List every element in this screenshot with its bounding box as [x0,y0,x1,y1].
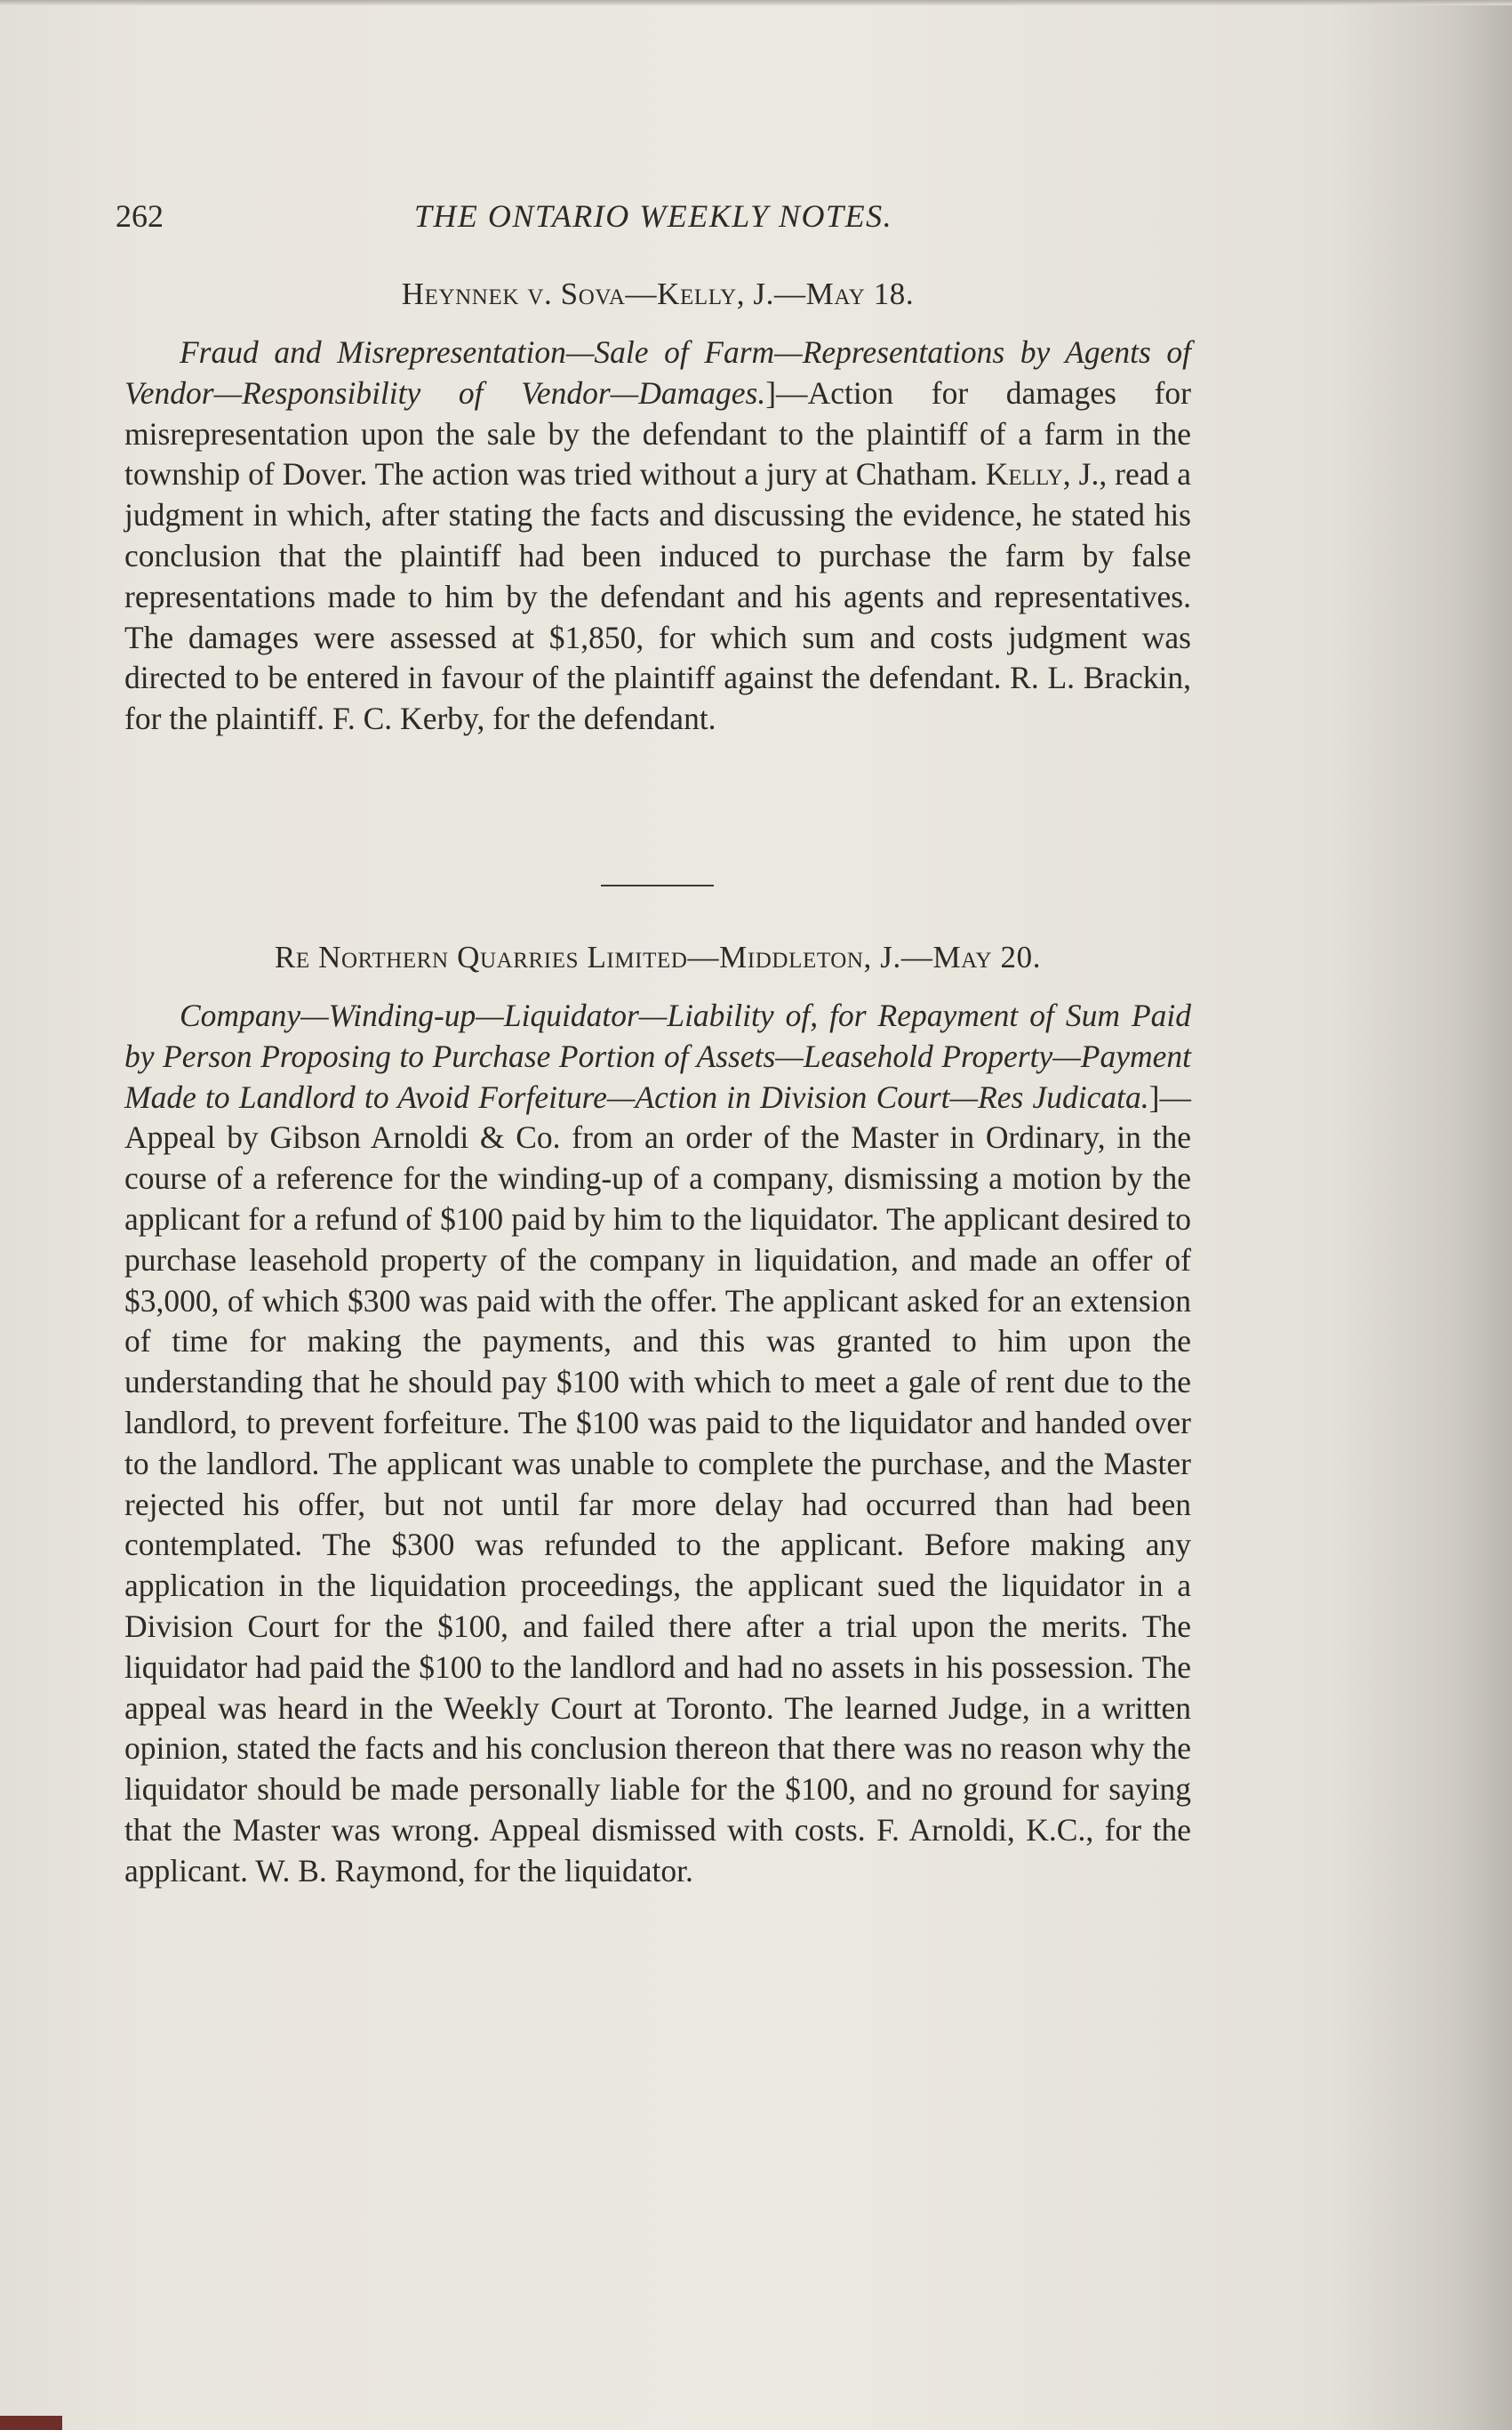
case-heynnek-v-sova [124,272,1191,740]
case-body-judge: Kelly, J. [985,456,1100,493]
page-top-edge [0,0,1512,5]
case-title: Re Northern Quarries Limited—Middleton, J.—May 20. [274,940,1042,974]
case-headnote: Fraud and Misrepresentation—Sale of Farm—Representations by Agents of Vendor—Responsibility of Vendor—Damages. [124,334,1191,411]
case-report: Fraud and Misrepresentation—Sale of Farm—Representations by Agents of Vendor—Responsibility of Vendor—Damages.]—Action for damages for misrepresentation upon the sale by the defendant to the plaintiff of a farm in the township of Dover. The action was tried without a jury at Chatham. Kelly, J., read a judgment in which, after stating the facts and discussing the evidence, he stated his conclusion that the plaintiff had been induced to purchase the farm by false representations made to him by the defendant and his agents and representatives. The damages were assessed at $1,850, for which sum and costs judgment was directed to be entered in favour of the plaintiff against the defendant. R. L. Brackin, for the plaintiff. F. C. Kerby, for the defendant. [124,334,1192,737]
case-body-text-continued: , read a judgment in which, after stating the facts and discussing the evidence, he stated his conclusion that the plaintiff had been induced to purchase the farm by false representations made to him by the defendant and his agents and representatives. The damages were assessed at $1,850, for which sum and costs judgment was directed to be entered in favour of the plaintiff against the defendant. R. L. Brackin, for the plaintiff. F. C. Kerby, for the defendant. [124,456,1192,737]
case-body-text: Action for damages for misrepresentation upon the sale by the defendant to the plaintiff of a farm in the township of Dover. The action was tried without a jury at Chatham. [124,374,1191,493]
section-divider [601,885,714,886]
case-judge: Kelly, J. [657,277,775,311]
case-headnote: Company—Winding-up—Liquidator—Liability of, for Repayment of Sum Paid by Person Proposing to Purchase Portion of Assets—Leasehold Property—Payment Made to Landlord to Avoid Forfeiture—Action in Division Court—Res Judicata. [124,998,1191,1115]
case-date: May 18. [805,277,915,311]
case-parties: Re Northern Quarries Limited [274,940,688,974]
case-report: Company—Winding-up—Liquidator—Liability of, for Repayment of Sum Paid by Person Proposing to Purchase Portion of Assets—Leasehold Property—Payment Made to Landlord to Avoid Forfeiture—Action in Division Court—Res Judicata.]—Appeal by Gibson Arnoldi & Co. from an order of the Master in Ordinary, in the course of a reference for the winding-up of a company, dismissing a motion by the applicant for a refund of $100 paid by him to the liquidator. The applicant desired to purchase leasehold property of the company in liquidation, and made an offer of $3,000, of which $300 was paid with the offer. The applicant asked for an extension of time for making the payments, and this was granted to him upon the understanding that he should pay $100 with which to meet a gale of rent due to the landlord, to prevent forfeiture. The $100 was paid to the liquidator and handed over to the landlord. The applicant was unable to complete the purchase, and the Master rejected his offer, but not until far more delay had occurred than had been contemplated. The $300 was refunded to the applicant. Before making any application in the liquidation proceedings, the applicant sued the liquidator in a Division Court for the $100, and failed there after a trial upon the merits. The liquidator had paid the $100 to the landlord and had no assets in his possession. The appeal was heard in the Weekly Court at Toronto. The learned Judge, in a written opinion, stated the facts and his conclusion thereon that there was no reason why the liquidator should be made personally liable for the $100, and no ground for saying that the Master was wrong. Appeal dismissed with costs. F. Arnoldi, K.C., for the applicant. W. B. Raymond, for the liquidator. [124,998,1191,1889]
running-title: THE ONTARIO WEEKLY NOTES. [413,198,893,234]
binding-corner-mark [0,2416,62,2430]
case-re-northern-quarries [124,935,1191,1892]
page-number: 262 [116,198,164,234]
case-title: Heynnek v. Sova—Kelly, J.—May 18. [401,277,915,311]
case-parties: Heynnek v. Sova [401,277,626,311]
case-body-text: Appeal by Gibson Arnoldi & Co. from an order of the Master in Ordinary, in the course of a reference for the winding-up of a company, dismissing a motion by the applicant for a refund of $100 paid by him to the liquidator. The applicant desired to purchase leasehold property of the company in liquidation, and made an offer of $3,000, of which $300 was paid with the offer. The applicant asked for an extension of time for making the payments, and this was granted to him upon the understanding that he should pay $100 with which to meet a gale of rent due to the landlord, to prevent forfeiture. The $100 was paid to the liquidator and handed over to the landlord. The applicant was unable to complete the purchase, and the Master rejected his offer, but not until far more delay had occurred than had been contemplated. The $300 was refunded to the applicant. Before making any application in the liquidation proceedings, the applicant sued the liquidator in a Division Court for the $100, and failed there after a trial upon the merits. The liquidator had paid the $100 to the landlord and had no assets in his possession. The appeal was heard in the Weekly Court at Toronto. The learned Judge, in a written opinion, stated the facts and his conclusion thereon that there was no reason why the liquidator should be made personally liable for the $100, and no ground for saying that the Master was wrong. Appeal dismissed with costs. F. Arnoldi, K.C., for the applicant. W. B. Raymond, for the liquidator. [124,1119,1191,1889]
case-judge: Middleton, J. [719,940,901,974]
running-header [116,197,1191,247]
case-date: May 20. [932,940,1042,974]
